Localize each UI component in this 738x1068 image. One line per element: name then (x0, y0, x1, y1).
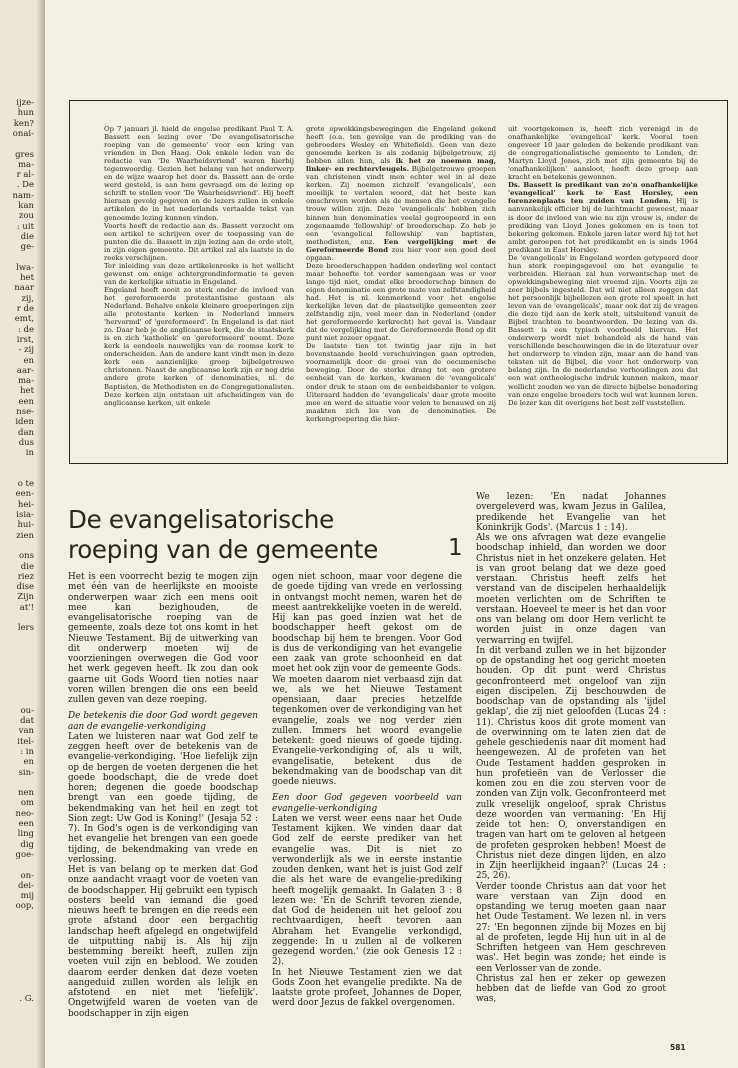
facing-page-fragment: neo- (15, 808, 34, 819)
facing-page-fragment: het (20, 273, 34, 284)
facing-page-fragment: die (20, 561, 34, 572)
facing-page-fragment: r al- (16, 170, 34, 181)
intro-paragraph: Voorts heeft de redactie aan ds. Bassett verzocht om een artikel te schrijven over de toepassing van de punten die ds. Bassett in zijn lezing aan de orde stelt, in zijn eigen gemeente. Dit artikel zal als laatste in de reeks verschijnen. (104, 221, 294, 262)
facing-page-fragment: oop, (15, 901, 34, 912)
facing-page-fragment: van (18, 726, 34, 737)
facing-page-edge (0, 0, 45, 1068)
section-heading: Een door God gegeven voorbeeld van evangelie-verkondiging (272, 793, 462, 814)
intro-paragraph: De 'evangelicals' in Engeland worden getypeerd door hun sterk roepingsgevoel om het evangelie te verbreiden. Hieraan zal hun verwantschap met de opwekkingsbeweging niet vreemd zijn. Voorts zijn ze zeer bijbels ingesteld. Dat wil niet alleen zeggen dat het persoonlijk bijbellezen een grote rol speelt in het leven van de 'evangelicals', maar ook dat zij de vragen die deze tijd aan de kerk stelt, uitsluitend vanuit de Bijbel trachten te beantwoorden. De lezing van ds. Bassett is een typisch voorbeeld hiervan. Het onderwerp wordt niet behandeld als de hand van verschillende beschouwingen die in de literatuur over het onderwerp te vinden zijn, maar aan de hand van teksten uit de Bijbel, die voor het onderwerp van belang zijn. In de nederlandse verhoudingen zou dat een wat ontheologische indruk kunnen maken, maar wellicht zouden we van de directe bijbelse benadering van onze engelse broeders toch wel wat kunnen leren. De lezer kan dit overigens het best zelf vaststellen. (508, 253, 698, 407)
facing-page-fragment: nen (18, 788, 34, 799)
facing-page-fragment: gres (15, 149, 34, 160)
body-paragraph: We lezen: 'En nadat Johannes overgeleverd was, kwam Jezus in Galilea, predikende het Evangelie van het Koninkrijk Gods'. (Marcus 1 : 14). (476, 492, 666, 533)
facing-page-fragment: hun (17, 108, 34, 119)
intro-paragraph: grote opwekkingsbewegingen die Engeland gekend heeft (o.a. ten gevolge van de prediking van de gebroeders Wesley en Whitefield). Geen van deze genoemde kerken is als zodanig bijbelgetrouw, zij hebben allen hun, als ik het zo noemen mag, linker- en rechtervleugels. Bijbelgetrouwe groepen van christenen vindt men echter wel in al deze kerken. Zij noemen zichzelf 'evangelicals', een moeilijk te vertalen woord, dat het beste kan omschreven worden als de mensen die het evangelie trouw willen zijn. Deze 'evangelicals' hebben zich binnen hun denominaties veelal gegroepeerd in een zogenaamde 'fellowship' of broederschap. Zo heb je een 'evangelical fellowship' van baptisten, methodisten, enz. Een vergelijking met de Gereformeerde Bond zou hier voor een goed deel opgaan. (306, 125, 497, 262)
facing-page-fragment: r de (16, 304, 34, 314)
article-part-number: 1 (448, 535, 463, 561)
intro-column-3 (508, 125, 698, 407)
facing-page-fragment: een- (15, 489, 34, 500)
page-number: 581 (670, 1043, 686, 1052)
body-paragraph: Laten we luisteren naar wat God zelf te zeggen heeft over de betekenis van de evangelie-verkondiging. 'Hoe liefelijk zijn op de bergen de voeten dergenen die het goede boodschapt, die de vrede doet horen; degenen die goede boodschap brengt van een goede tijding, de bekendmaking van het heil en zegt tot Sion zegt: Uw God is Koning!' (Jesaja 52 : 7). In God's ogen is de verkondiging van het evangelie het brengen van een goede tijding, de bekendmaking van vrede en verlossing. (68, 731, 258, 865)
facing-page-fragment: isia- (16, 510, 34, 520)
facing-page-fragment: at'! (19, 602, 34, 613)
facing-page-fragment: een (18, 396, 34, 407)
facing-page-fragment: o te (17, 479, 34, 490)
facing-page-fragment: hei- (17, 499, 34, 510)
facing-page-fragment: on- (20, 870, 34, 881)
section-heading: De betekenis die door God wordt gegeven aan de evangelie-verkondiging (68, 711, 258, 732)
body-paragraph: In het Nieuwe Testament zien we dat Gods Zoon het evangelie predikte. Na de laatste grote profeet, Johannes de Doper, werd door Jezus de fakkel overgenomen. (272, 967, 462, 1009)
facing-page-fragment: ken? (13, 118, 34, 129)
body-paragraph: Laten we verst weer eens naar het Oude Testament kijken. We vinden daar dat God zelf de eerste prediker van het evangelie was. Dit is niet zo verwonderlijk als we in eerste instantie zouden denken, want het is juist God zelf die als het ware de evangelie-prediking heeft mogelijk gemaakt. In Galaten 3 : 8 lezen we: 'En de Schrift tevoren ziende, dat God de heidenen uit het geloof zou rechtvaardigen, heeft tevoren aan Abraham het Evangelie verkondigd, zeggende: In u zullen al de volkeren gezegend worden.' (zie ook Genesis 12 : 2). (272, 813, 462, 968)
facing-page-fragment: ijze- (16, 98, 34, 108)
body-paragraph: Als we ons afvragen wat deze evangelie boodschap inhield, dan worden we door Christus niet in het onzekere gelaten. Het is van groot belang dat we deze goed verstaan. Christus heeft zelfs het verstand van de discipelen herhaaldelijk moeten verlichten om de Schriften te verstaan. Hoeveel te meer is het dan voor ons van belang om door Hem verlicht te worden juist in onze dagen van verwarring en twijfel. (476, 533, 666, 646)
facing-page-fragment: dig (20, 839, 34, 850)
binding-shadow (36, 0, 44, 1068)
facing-page-fragment: : uit (16, 221, 34, 232)
facing-page-fragment: zien (16, 530, 34, 541)
facing-page-fragment: goe- (15, 849, 34, 860)
article-column-1 (68, 572, 258, 1019)
facing-page-fragment: zij, (21, 293, 34, 304)
article-column-2 (272, 572, 462, 1009)
facing-page-fragment: die (20, 231, 34, 242)
facing-page-fragment: ge- (20, 242, 34, 253)
body-paragraph: Het is van belang op te merken dat God onze aandacht vraagt voor de voeten van de boodschapper. Hij gebruikt een typisch oosters beeld van iemand die goed nieuws heeft te brengen en die reeds een grote afstand door een bergachtig landschap heeft afgelegd en ongetwijfeld de uitputting nabij is. Als hij zijn bestemming bereikt heeft, zullen zijn voeten vuil zijn en beblood. We zouden daarom eerder denken dat deze voeten aangeduid zullen worden als lelijk en afstotend en niet met 'liefelijk'. Ongetwijfeld waren de voeten van de boodschapper in zijn eigen (68, 865, 258, 1019)
facing-page-fragment: dise (16, 582, 34, 593)
facing-page-fragment: kan (18, 201, 34, 211)
magazine-page (46, 0, 738, 1068)
intro-column-1 (104, 125, 294, 407)
body-paragraph: We moeten daarom niet verbaasd zijn dat we, als we het Nieuwe Testament opensiaan, daar precies hetzelfde tegenkomen over de verkondiging van het evangelie, zoals we nog verder zien zullen. Immers het woord evangelie betekent: goed nieuws of goede tijding. Evangelie-verkondiging of, als u wilt, evangelisatie, betekent dus de bekendmaking van de boodschap van dit goede nieuws. (272, 674, 462, 787)
facing-page-fragment: onai- (12, 128, 34, 139)
facing-page-fragment: het (20, 386, 34, 397)
facing-page-fragment: dan (18, 427, 34, 438)
facing-page-fragment: aar- (16, 365, 34, 376)
facing-page-fragment: irst, (16, 334, 34, 345)
intro-paragraph: uit voortgekomen is, heeft zich verenigd in de onafhankelijke 'evangelical' kerk. Vooral toen ongeveer 10 jaar geleden de bekende predikant van de congregationalistische gemeente te Londen, dr. Martyn Lloyd Jones, zich met zijn gemeente bij de 'onafhankelijken' aansloot, heeft deze groep aan kracht en betekenis gewonnen. (508, 125, 698, 182)
facing-page-fragment: hui- (17, 520, 34, 531)
facing-page-fragment: ma- (18, 376, 34, 387)
facing-page-fragment: : in (20, 746, 34, 757)
facing-page-fragment: en (23, 355, 34, 366)
intro-column-2 (306, 125, 496, 423)
facing-page-fragment: . G. (19, 994, 34, 1005)
facing-page-fragment: sin- (18, 767, 34, 778)
body-paragraph: In dit verband zullen we in het bijzonder op de opstanding het oog gericht moeten houden. Op dit punt werd Christus geconfronteerd met ongeloof van zijn eigen discipelen. Zij beschouwden de boodschap van de opstanding als 'ijdel geklap', die zij niet geloofden (Lucas 24 : 11). Christus koos dit grote moment van de overwinning om te laten zien dat de gehele geschiedenis naar dit moment had heengewezen. Al de profeten van het Oude Testament hadden gesproken in hun profetieën van de Verlosser die komen zou en die zou sterven voor de zonden van Zijn volk. Geconfronteerd met zulk vreselijk ongeloof, sprak Christus deze woorden van vermaning: 'En Hij zeide tot hen: O, onverstandigen en tragen van hart om te geloven al hetgeen de profeten gesproken hebben! Moest de Christus niet deze dingen lijden, en alzo in Zijn heerlijkheid ingaan?' (Lucas 24 : 25, 26). (476, 645, 666, 882)
facing-page-fragment: riez (17, 571, 34, 582)
intro-paragraph: Op 7 januari jl. hield de engelse predikant Paul T. A. Bassett een lezing over 'De evangelisatorische roeping van de gemeente' voor een kring van vrienden in Den Haag. Ook enkele leden van de redactie van 'De Waarheidsvriend' waren hierbij tegenwoordig. Gezien het belang van het onderwerp en de wijze waarop het door ds. Bassett aan de orde werd gesteld, is aan hem gevraagd om de lezing op schrift te stellen voor 'De Waarheidsvriend'. Hij heeft hieraan gevolg gegeven en de lezers zullen in enkele artikelen de in het nederlands vertaalde tekst van genoemde lezing kunnen vinden. (104, 125, 294, 222)
body-paragraph: Verder toonde Christus aan dat voor het ware verstaan van Zijn dood en opstanding we terug moeten gaan naar het Oude Testament. We lezen nl. in vers 27: 'En begonnen zijnde bij Mozes en bij al de profeten, legde Hij hun uit in al de Schriften hetgeen van Hem geschreven was'. Het begin was zonde; het einde is een Verlosser van de zonde. (476, 881, 666, 974)
body-paragraph: Het is een voorrecht bezig te mogen zijn met één van de heerlijkste en mooiste onderwerpen waar zich een mens ooit mee kan bezighouden, de evangelisatorische roeping van de gemeente, zoals deze tot ons komt in het Nieuwe Testament. Bij de uitwerking van dit onderwerp moeten wij de voorzieningen overwegen die God voor het werk gegeven heeft. Ik zou dan ook gaarne uit Gods Woord tien noties naar voren willen brengen die ons een beeld zullen geven van deze roeping. (68, 572, 258, 705)
facing-page-fragment: ma- (18, 159, 34, 170)
facing-page-fragment: itel- (17, 736, 34, 747)
editorial-intro-box (69, 100, 728, 464)
facing-page-fragment: : de (17, 324, 34, 335)
facing-page-fragment: mij (20, 891, 34, 902)
facing-page-fragment: ou- (20, 705, 34, 716)
facing-page-fragment: in (25, 448, 34, 459)
facing-page-fragment: dei- (17, 880, 34, 891)
facing-page-fragment: een (18, 819, 34, 829)
facing-page-fragment: nse- (16, 407, 34, 417)
facing-page-fragment: ons (19, 551, 34, 562)
facing-page-fragment: dat (20, 716, 34, 726)
facing-page-fragment: en (23, 757, 34, 768)
intro-paragraph: Ds. Bassett is predikant van zo'n onafhankelijke 'evangelical' kerk te East Horsley, een forenzenplaats ten zuiden van Londen. Hij is aanvankelijk officier bij de luchtmacht geweest, maar is door de invloed van wie nu zijn vrouw is, onder de prediking van Lloyd Jones gekomen en is toen tot bekering gekomen. Enkele jaren later werd hij tot het ambt geroepen tot het predikambt en is sinds 1964 predikant in East Horsley. (508, 181, 699, 254)
facing-page-fragment: nam- (12, 190, 34, 201)
article-title-line-1: De evangelisatorische (68, 505, 334, 534)
intro-paragraph: Engeland heeft nooit zo sterk onder de invloed van het gereformeerde protestantisme gestaan als Nederland. Behalve enkele kleinere groeperingen zijn alle protestante kerken in Nederland immers 'hervormd' of 'gereformeerd'. In Engeland is dat niet zo. Daar heb je de anglicaanse kerk, die de staatskerk is en zich 'katholiek' en 'gereformeerd' noemt. Deze kerk is eendeels nauwelijks van de roomse kerk te onderscheiden. Aan de andere kant vindt men in deze kerk een aanzienlijke groep bijbelgetrouwe christenen. Naast de anglicaanse kerk zijn er nog drie andere grote kerken of denominaties, nl. de Baptisten, de Methodisten en de Congregationalisten. Deze kerken zijn ontstaan uit afscheidingen van de anglicaanse kerken, uit enkele (104, 285, 294, 407)
facing-page-fragment: naar (14, 283, 34, 294)
facing-page-fragment: emt, (14, 314, 34, 325)
body-paragraph: Christus zal hen er zeker op gewezen hebben dat de liefde van God zo groot was, (476, 973, 666, 1005)
intro-paragraph: De laatste tien tot twintig jaar zijn in het bovenstaande beeld verschuivingen gaan optreden, voornamelijk door de groei van de oecumenische beweging. Door de sterke drang tot een grotere eenheid van de kerken, kwamen de 'evangelicals' onder druk te staan om de eenheidsbanier te volgen. Uiteraard hadden de 'evangelicals' daar grote moeite mee en werd de situatie voor velen te benauwd en zij maakten zich los van de denominaties. De kerkengroepering die hier- (306, 342, 496, 423)
facing-page-fragment: lwa- (16, 262, 34, 273)
facing-page-fragment: Zijn (17, 592, 34, 603)
facing-page-fragment: dus (18, 437, 34, 448)
article-title (68, 505, 378, 565)
intro-paragraph: Ter inleiding van deze artikelenreeks is het wellicht gewenst om enige achtergrondinformatie te geven van de kerkelijke situatie in Engeland. (104, 261, 294, 286)
facing-page-fragment: . De (16, 180, 34, 191)
facing-page-fragment: - zij (18, 345, 34, 356)
facing-page-fragment: ling (17, 829, 34, 840)
facing-page-fragment: lers (17, 623, 34, 634)
body-paragraph: ogen niet schoon, maar voor degene die de goede tijding van vrede en verlossing in ontvangst mocht nemen, waren het de meest aantrekkelijke voeten in de wereld. Hij kan pas goed inzien wat het de boodschapper heeft gekost om de boodschap bij hem te brengen. Voor God is dus de verkondiging van het evangelie een zaak van grote schoonheid en dat moet het ook zijn voor de gemeente Gods. (272, 572, 462, 675)
article-column-3 (476, 492, 666, 1005)
facing-page-fragment: zou (18, 211, 34, 222)
facing-page-fragment: om (20, 798, 34, 809)
facing-page-fragment: iden (15, 417, 34, 428)
intro-paragraph: Deze broederschappen hadden onderling wel contact maar behoefte tot verder samengaan was er voor lange tijd niet, omdat elke broederschap binnen de eigen denominatie een grote mate van zelfstandigheid had. Het is nl. kenmerkend voor het engelse kerkelijke leven dat de plaatselijke gemeenten zeer zelfstandig zijn, veel meer dan in Nederland (onder het gereformeerde kerkrecht) het geval is. Vandaar dat de vergelijking met de Gereformeerde Bond op dit punt niet zozeer opgaat. (306, 261, 496, 343)
article-title-line-2: roeping van de gemeente (68, 535, 379, 564)
